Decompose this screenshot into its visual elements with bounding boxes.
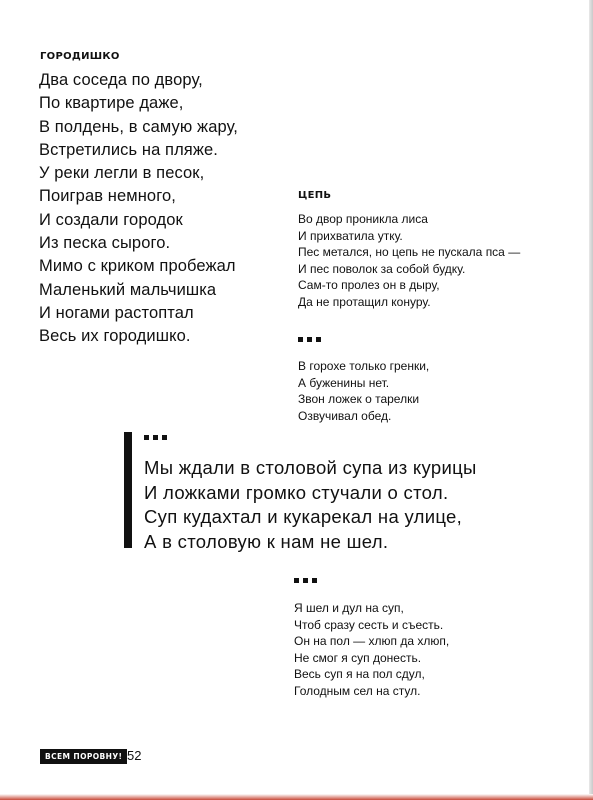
footer-section-badge: ВСЕМ ПОРОВНУ! <box>40 749 127 764</box>
poem-gorodishko <box>39 69 238 349</box>
poem-line: И пес поволок за собой будку. <box>298 261 466 276</box>
poem-line: И ногами растоптал <box>39 303 194 322</box>
poem-line: Во двор проникла лиса <box>298 212 428 226</box>
poem-line: По квартире даже, <box>39 94 184 113</box>
section-separator <box>298 337 321 342</box>
separator-square <box>294 578 299 583</box>
poem-title-tsep: ЦЕПЬ <box>298 190 332 201</box>
poem-line: Мы ждали в столовой супа из курицы <box>144 457 477 478</box>
poem-line: Я шел и дул на суп, <box>294 601 404 615</box>
poem-line: Звон ложек о тарелки <box>298 392 420 406</box>
poem-line: Поиграв немного, <box>39 187 176 206</box>
section-separator <box>294 578 317 583</box>
poem-line: И прихватила утку. <box>298 228 403 243</box>
poem-line: Он на пол — хлюп да хлюп, <box>294 634 450 648</box>
poem-line: В полдень, в самую жару, <box>39 117 238 136</box>
poem-line: Да не протащил конуру. <box>298 294 431 309</box>
poem-line: Два соседа по двору, <box>39 71 203 89</box>
poem-line: Пес метался, но цепь не пускала пса — <box>298 245 521 259</box>
poem-line: В горохе только гренки, <box>298 359 430 373</box>
poem-line: Встретились на пляже. <box>39 140 218 159</box>
poem-sup <box>144 456 477 554</box>
separator-square <box>316 337 321 342</box>
vertical-accent-bar <box>124 432 132 548</box>
poem-line: Суп кудахтал и кукарекал на улице, <box>144 506 463 527</box>
poem-gorokh <box>298 358 429 424</box>
poem-line: Не смог я суп донесть. <box>294 650 422 665</box>
separator-square <box>153 435 158 440</box>
page-edge-shadow <box>589 0 593 800</box>
separator-square <box>303 578 308 583</box>
poem-line: Озвучивал обед. <box>298 408 392 423</box>
poem-line: А буженины нет. <box>298 375 390 390</box>
poem-line: Весь суп я на пол сдул, <box>294 667 425 681</box>
poem-line: Маленький мальчишка <box>39 280 217 299</box>
separator-square <box>307 337 312 342</box>
poem-line: Голодным сел на стул. <box>294 683 421 698</box>
poem-line: Сам-то пролез он в дыру, <box>298 278 440 292</box>
poem-dul <box>294 600 449 699</box>
poem-line: Чтоб сразу сесть и съесть. <box>294 617 444 632</box>
poem-line: Весь их городишко. <box>39 327 191 346</box>
poem-line: И создали городок <box>39 210 183 229</box>
poem-tsep <box>298 211 520 310</box>
poem-title-gorodishko: ГОРОДИШКО <box>40 51 120 62</box>
page-number: 52 <box>127 748 142 763</box>
separator-square <box>162 435 167 440</box>
separator-square <box>312 578 317 583</box>
separator-square <box>298 337 303 342</box>
poem-line: Из песка сырого. <box>39 234 171 253</box>
section-separator <box>144 435 167 440</box>
poem-line: Мимо с криком пробежал <box>39 257 236 276</box>
poem-line: У реки легли в песок, <box>39 164 205 183</box>
poem-line: А в столовую к нам не шел. <box>144 530 389 552</box>
page-bottom-edge <box>0 794 593 800</box>
poem-line: И ложками громко стучали о стол. <box>144 481 449 503</box>
separator-square <box>144 435 149 440</box>
